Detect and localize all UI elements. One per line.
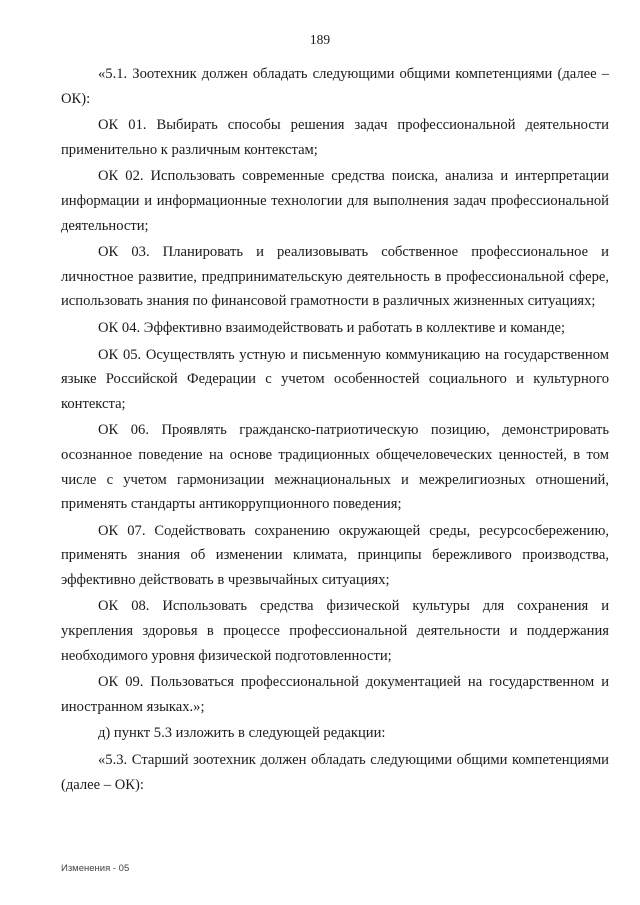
paragraph-ok-09: ОК 09. Пользоваться профессиональной документацией на государственном и иностранном языках.»; [61,674,609,715]
paragraph-ok-08: ОК 08. Использовать средства физической культуры для сохранения и укрепления здоровья в процессе профессиональной деятельности и поддержания необходимого уровня физической подготовленности; [61,598,609,664]
paragraph-5-3-intro: «5.3. Старший зоотехник должен обладать следующими общими компетенциями (далее – ОК): [61,752,609,793]
document-body [61,62,609,799]
page-number: 189 [309,32,331,47]
paragraph-ok-06: ОК 06. Проявлять гражданско-патриотическую позицию, демонстрировать осознанное поведение на основе традиционных общечеловеческих ценностей, в том числе с учетом гармонизации межнациональных и межрелигиозных отношений, применять стандарты антикоррупционного поведения; [61,422,609,513]
paragraph-item-d: д) пункт 5.3 изложить в следующей редакции: [98,725,386,742]
footer-revision-note: Изменения - 05 [61,863,130,874]
paragraph-ok-05: ОК 05. Осуществлять устную и письменную коммуникацию на государственном языке Российской Федерации с учетом особенностей социального и культурного контекста; [61,346,609,412]
paragraph-ok-01: ОК 01. Выбирать способы решения задач профессиональной деятельности применительно к различным контекстам; [61,117,609,158]
paragraph-ok-04: ОК 04. Эффективно взаимодействовать и работать в коллективе и команде; [98,319,566,336]
paragraph-ok-02: ОК 02. Использовать современные средства поиска, анализа и интерпретации информации и информационные технологии для выполнения задач профессиональной деятельности; [61,168,609,234]
paragraph-5-1-intro: «5.1. Зоотехник должен обладать следующими общими компетенциями (далее – ОК): [61,66,609,107]
paragraph-ok-07: ОК 07. Содействовать сохранению окружающей среды, ресурсосбережению, применять знания об изменении климата, принципы бережливого производства, эффективно действовать в чрезвычайных ситуациях; [61,522,609,588]
paragraph-ok-03: ОК 03. Планировать и реализовывать собственное профессиональное и личностное развитие, предпринимательскую деятельность в профессиональной сфере, использовать знания по финансовой грамотности в различных жизненных ситуациях; [61,244,609,310]
